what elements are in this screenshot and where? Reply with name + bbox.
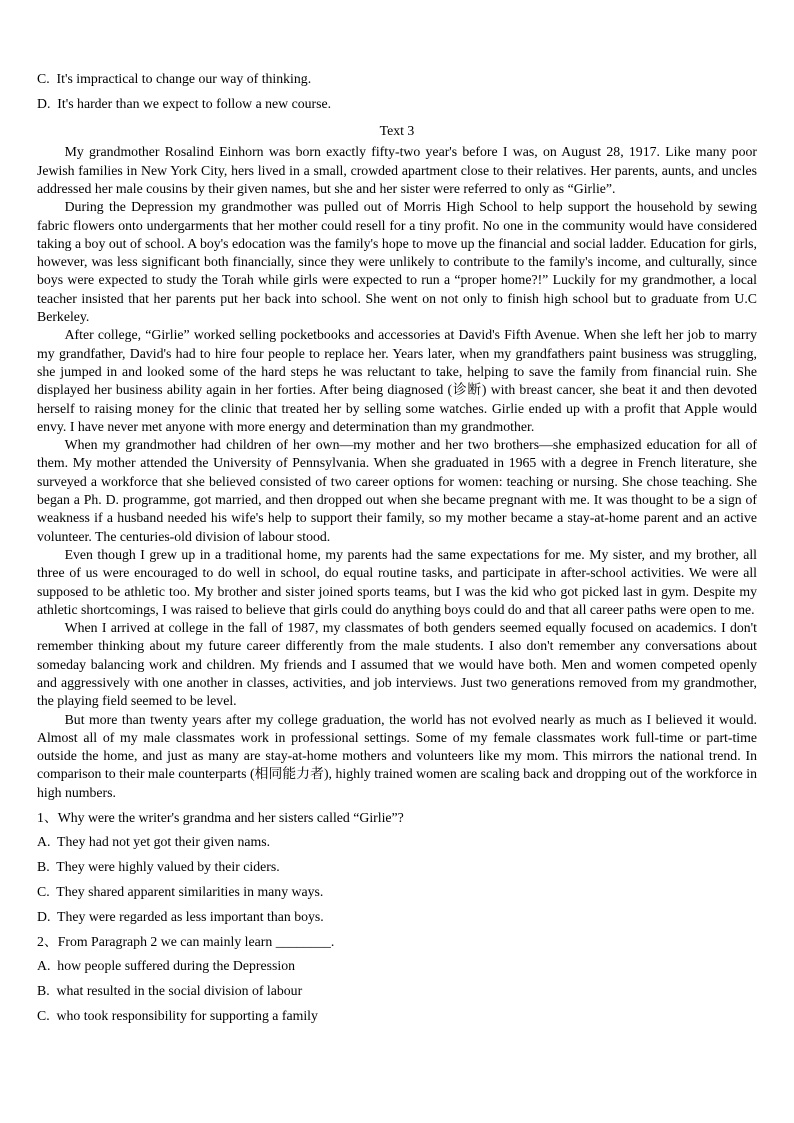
paragraph-2: During the Depression my grandmother was pulled out of Morris High School to help support the household by sewing fabric flowers onto undergarments that her mother could resell for a tiny profit. No one in the community would have considered taking a boy out of school. A boy's edocation was the family's hope to move up the financial and social ladder. Education for girls, however, was less significant both financially, since they were unlikely to contribute to the family's income, and culturally, since boys were expected to study the Torah while girls were expected to run a “proper home?!” Luckily for my grandmother, a local teacher insisted that her parents put her back into school. She went on not only to finish high school but to graduate from U.C Berkeley. — [37, 199, 757, 325]
question-1-option-a: A. They had not yet got their given nams. — [37, 834, 271, 850]
paragraph-6: When I arrived at college in the fall of 1987, my classmates of both genders seemed equally focused on academics. I don't remember thinking about my future career differently from the male students. I also don't remember any conversations about someday balancing work and children. My friends and I assumed that we would have both. Men and women competed openly and aggressively with one another in classes, activities, and job interviews. Just two generations removed from my grandmother, the playing field seemed to be level. — [37, 620, 757, 709]
question-2-option-a: A. how people suffered during the Depression — [37, 958, 295, 974]
question-1-option-b: B. They were highly valued by their ciders. — [37, 859, 280, 875]
paragraph-1: My grandmother Rosalind Einhorn was born exactly fifty-two year's before I was, on August 28, 1917. Like many poor Jewish families in New York City, hers lived in a small, crowded apartment close to their relatives. Her parents, aunts, and uncles addressed her male cousins by their given names, but she and her sister were referred to only as “Girlie”. — [37, 144, 757, 196]
section-title: Text 3 — [379, 123, 415, 139]
paragraph-4: When my grandmother had children of her own—my mother and her two brothers—she emphasized education for all of them. My mother attended the University of Pennsylvania. When she graduated in 1965 with a degree in French literature, she surveyed a workforce that she believed consisted of two career options for women: teaching or nursing. She chose teaching. She began a Ph. D. programme, got married, and then dropped out when she became pregnant with me. It was thought to be a sign of weakness if a husband needed his wife's help to support their family, so my mother became a stay-at-home parent and an active volunteer. The centuries-old division of labour stood. — [37, 437, 757, 544]
paragraph-7: But more than twenty years after my college graduation, the world has not evolved nearly as much as I believed it would. Almost all of my male classmates work in professional settings. Some of my female classmates work full-time or part-time outside the home, and just as many are stay-at-home mothers and volunteers like my mom. This mirrors the national trend. In comparison to their male counterparts (相同能力者), highly trained women are scaling back and dropping out of the workforce in high numbers. — [37, 711, 757, 800]
paragraph-3: After college, “Girlie” worked selling pocketbooks and accessories at David's Fifth Avenue. When she left her job to marry my grandfather, David's had to hire four people to replace her. Years later, when my grandfathers paint business was struggling, she jumped in and looked some of the hard steps he was reluctant to take, helping to save the family from financial ruin. She displayed her business ability again in her forties. After being diagnosed (诊断) with breast cancer, she beat it and then devoted herself to raising money for the clinic that treated her by selling some watches. Girlie ended up with a profit that Apple would envy. I have never met anyone with more energy and determination than my grandmother. — [37, 327, 757, 434]
top-option-d: D. It's harder than we expect to follow a new course. — [37, 95, 332, 111]
question-1-option-c: C. They shared apparent similarities in many ways. — [37, 883, 324, 899]
question-2-option-b: B. what resulted in the social division of labour — [37, 983, 303, 999]
question-2-option-c: C. who took responsibility for supporting a family — [37, 1007, 318, 1023]
top-option-c: C. It's impractical to change our way of thinking. — [37, 71, 312, 86]
paragraph-5: Even though I grew up in a traditional home, my parents had the same expectations for me. My sister, and my brother, all three of us were encouraged to do well in school, do equal routine tasks, and participate in after-school activities. We were all supposed to be athletic too. My brother and sister joined sports teams, but I was the kid who got picked last in gym. Despite my athletic shortcomings, I was raised to believe that girls could do anything boys could do and that all career paths were open to me. — [37, 546, 757, 617]
question-2-stem: 2、From Paragraph 2 we can mainly learn ________. — [37, 933, 335, 949]
question-1-stem: 1、Why were the writer's grandma and her sisters called “Girlie”? — [37, 809, 404, 825]
question-1-option-d: D. They were regarded as less important than boys. — [37, 908, 324, 924]
